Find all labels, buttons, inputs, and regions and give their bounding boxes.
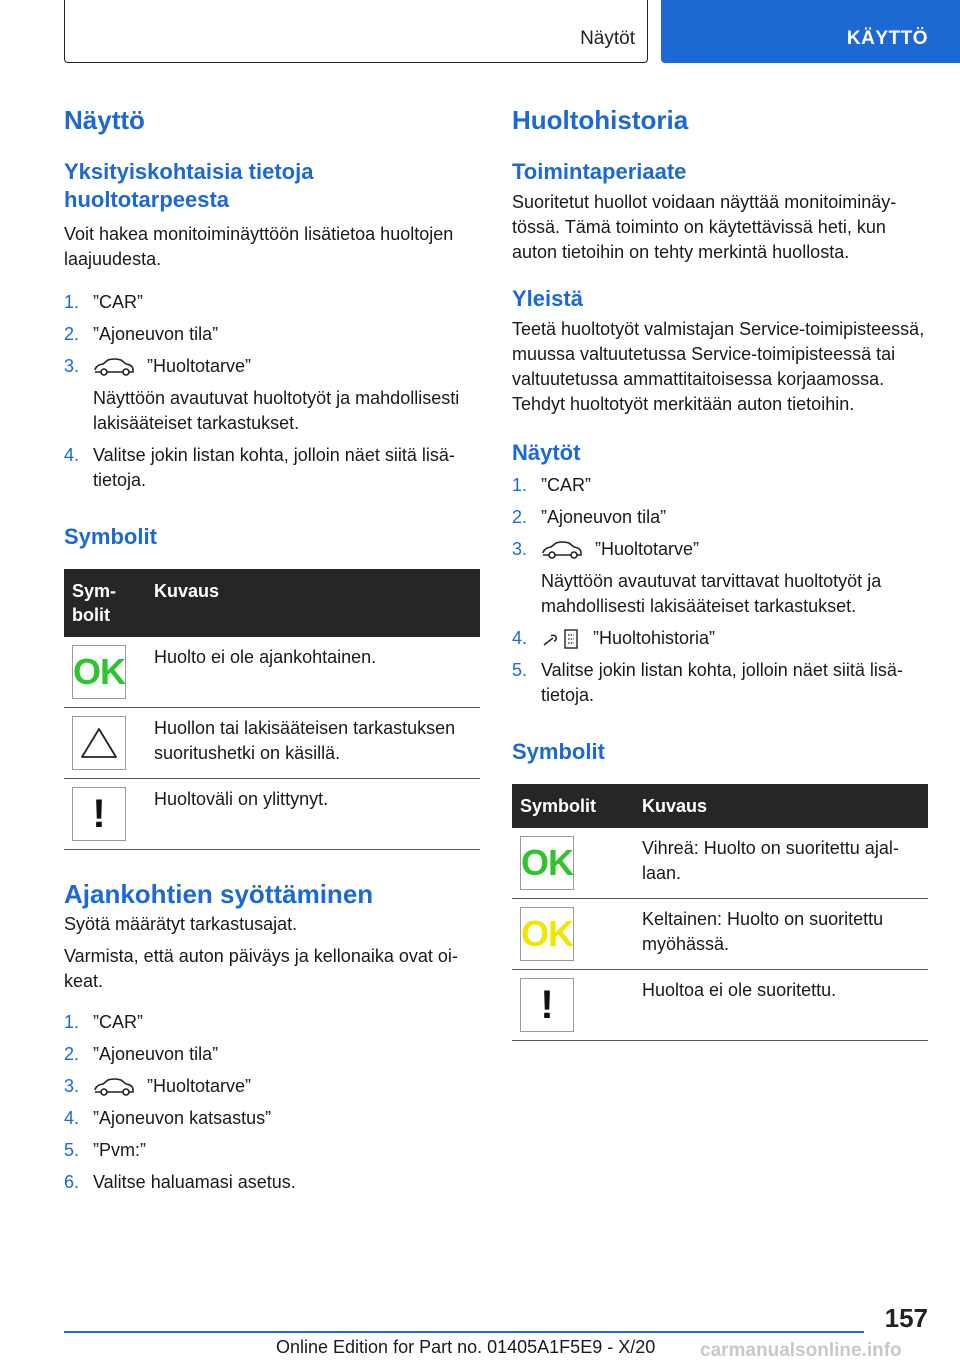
list-number: 2. — [64, 324, 80, 344]
list-item — [64, 1042, 480, 1067]
car-icon — [541, 539, 583, 561]
list-number: 1. — [512, 475, 528, 495]
list-item — [64, 354, 480, 436]
footer-edition: Online Edition for Part no. 01405A1F5E9 - X/20 — [276, 1337, 656, 1357]
list-text: ”Huoltohistoria” — [593, 628, 716, 648]
principle-paragraph: Suoritetut huollot voidaan näyttää monitoiminäytössä. Tämä toiminto on käytettävissä heti, kun auton tietoihin on tehty merkintä huollosta. — [512, 192, 897, 262]
exclamation-icon — [520, 978, 574, 1032]
car-icon — [93, 356, 135, 378]
service-history-icon — [541, 628, 581, 650]
list-number: 3. — [64, 356, 80, 376]
enter-dates-paragraph-1: Syötä määrätyt tarkastusajat. — [64, 914, 298, 934]
heading-display: Näyttö — [64, 105, 145, 135]
symbols-table-right — [512, 784, 928, 1041]
table-header-row — [512, 784, 928, 828]
watermark: carmanualsonline.info — [700, 1340, 902, 1361]
table-header-description: Kuvaus — [634, 784, 928, 828]
steps-list-dates — [64, 1010, 480, 1195]
list-text: ”Huoltotarve” — [147, 1076, 252, 1096]
table-cell-symbol — [512, 899, 634, 970]
table-row — [64, 637, 480, 708]
list-number: 4. — [512, 628, 528, 648]
heading-enter-dates: Ajankohtien syöttäminen — [64, 879, 374, 909]
right-column — [512, 100, 928, 1041]
ok-label: OK — [521, 842, 573, 883]
list-text: ”CAR” — [93, 292, 143, 312]
list-item — [64, 1138, 480, 1163]
ok-label: OK — [521, 913, 573, 954]
list-item — [64, 290, 480, 315]
list-item — [64, 1010, 480, 1035]
list-number: 3. — [512, 539, 528, 559]
list-number: 6. — [64, 1172, 80, 1192]
list-text: ”CAR” — [93, 1012, 143, 1032]
ok-green-icon — [520, 836, 574, 890]
ok-yellow-icon — [520, 907, 574, 961]
heading-displays: Näytöt — [512, 440, 581, 465]
list-item — [512, 537, 928, 619]
list-text: Valitse jokin listan kohta, jolloin näet siitä lisätietoja. — [541, 660, 903, 705]
heading-symbols: Symbolit — [64, 524, 157, 549]
table-row — [64, 779, 480, 850]
list-item — [512, 658, 928, 708]
header-section-tab — [64, 0, 648, 63]
list-number: 3. — [64, 1076, 80, 1096]
enter-dates-paragraph-2: Varmista, että auton päiväys ja kellonaika ovat oikeat. — [64, 946, 458, 991]
list-text: ”Huoltotarve” — [595, 539, 700, 559]
list-number: 4. — [64, 1108, 80, 1128]
exclamation-mark: ! — [540, 982, 554, 1027]
heading-symbols-history: Symbolit — [512, 739, 605, 764]
list-text: ”Huoltotarve” — [147, 356, 252, 376]
list-text: ”Pvm:” — [93, 1140, 146, 1160]
list-item — [64, 443, 480, 493]
list-number: 2. — [64, 1044, 80, 1064]
list-number: 4. — [64, 445, 80, 465]
list-text: ”Ajoneuvon tila” — [93, 1044, 219, 1064]
table-cell-symbol — [64, 637, 146, 708]
table-cell-description: Keltainen: Huolto on suoritettu myöhässä. — [634, 899, 928, 970]
heading-service-history: Huoltohistoria — [512, 105, 689, 135]
list-text: Valitse haluamasi asetus. — [93, 1172, 296, 1192]
table-row — [512, 899, 928, 970]
table-cell-symbol — [512, 828, 634, 899]
steps-list-details — [64, 290, 480, 493]
table-header-symbol: Sym-bolit — [64, 569, 146, 637]
table-header-row — [64, 569, 480, 637]
intro-paragraph: Voit hakea monitoiminäyttöön lisätietoa huoltojen laajuudesta. — [64, 224, 454, 269]
list-text: Valitse jokin listan kohta, jolloin näet siitä lisätietoja. — [93, 445, 455, 490]
list-number: 5. — [64, 1140, 80, 1160]
list-number: 1. — [64, 1012, 80, 1032]
list-number: 2. — [512, 507, 528, 527]
list-item — [512, 626, 928, 651]
list-item — [64, 1106, 480, 1131]
list-item — [512, 505, 928, 530]
heading-general: Yleistä — [512, 286, 583, 311]
table-header-description: Kuvaus — [146, 569, 480, 637]
list-subtext: Näyttöön avautuvat tarvittavat huoltotyöt ja mahdollisesti lakisääteiset tarkastukset. — [541, 571, 882, 616]
table-cell-description: Huoltoväli on ylittynyt. — [146, 779, 480, 850]
table-cell-description: Huoltoa ei ole suoritettu. — [634, 970, 928, 1041]
table-row — [512, 970, 928, 1041]
steps-list-history — [512, 473, 928, 708]
table-cell-description: Huolto ei ole ajankohtainen. — [146, 637, 480, 708]
ok-green-icon — [72, 645, 126, 699]
table-cell-symbol — [64, 708, 146, 779]
list-number: 5. — [512, 660, 528, 680]
heading-principle: Toimintaperiaate — [512, 159, 687, 184]
header-chapter-tab — [661, 0, 960, 63]
footer-divider — [64, 1331, 864, 1333]
list-item — [64, 1074, 480, 1099]
exclamation-mark: ! — [92, 791, 106, 836]
list-item — [64, 1170, 480, 1195]
list-number: 1. — [64, 292, 80, 312]
left-column — [64, 100, 480, 1195]
table-cell-description: Vihreä: Huolto on suoritettu ajallaan. — [634, 828, 928, 899]
ok-label: OK — [73, 651, 125, 692]
list-item — [512, 473, 928, 498]
table-cell-symbol — [64, 779, 146, 850]
header-chapter-title: KÄYTTÖ — [846, 28, 928, 49]
list-text: ”CAR” — [541, 475, 591, 495]
table-row — [512, 828, 928, 899]
table-cell-description: Huollon tai lakisääteisen tarkastuksen suoritushetki on käsillä. — [146, 708, 480, 779]
table-header-symbol: Symbolit — [512, 784, 634, 828]
warning-triangle-icon — [72, 716, 126, 770]
car-icon — [93, 1076, 135, 1098]
list-text: ”Ajoneuvon tila” — [93, 324, 219, 344]
page-number: 157 — [884, 1303, 928, 1333]
exclamation-icon — [72, 787, 126, 841]
header-section-title: Näytöt — [580, 28, 635, 49]
list-subtext: Näyttöön avautuvat huoltotyöt ja mahdollisesti lakisääteiset tarkastukset. — [93, 388, 460, 433]
general-paragraph: Teetä huoltotyöt valmistajan Service-toimipisteessä, muussa valtuutetussa Service-toimipisteessä tai valtuutetussa ammattitaitoisessa korjaamossa. Tehdyt huoltotyöt merkitään auton tietoihin. — [512, 319, 925, 414]
list-item — [64, 322, 480, 347]
symbols-table-left — [64, 569, 480, 850]
table-row — [64, 708, 480, 779]
heading-service-details: Yksityiskohtaisia tietoja huoltotarpeesta — [64, 159, 314, 212]
list-text: ”Ajoneuvon katsastus” — [93, 1108, 272, 1128]
table-cell-symbol — [512, 970, 634, 1041]
list-text: ”Ajoneuvon tila” — [541, 507, 667, 527]
